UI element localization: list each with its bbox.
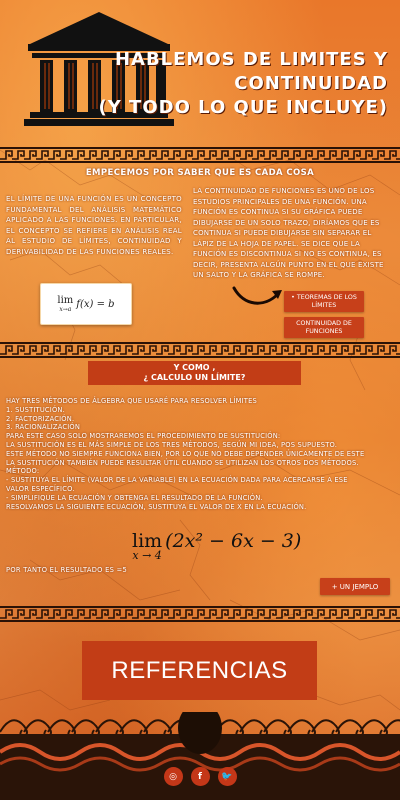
method-line: ESTE MÉTODO NO SIEMPRE FUNCIONA BIEN, POR LO QUE NO DEBE DEPENDER ÚNICAMENTE DE ESTE xyxy=(6,449,365,458)
section-subtitle: EMPECEMOS POR SABER QUE ES CADA COSA xyxy=(85,168,315,178)
method-line: 2. FACTORIZACIÓN. xyxy=(6,414,75,423)
method-line: 1. SUSTITUCIÓN. xyxy=(6,405,65,414)
limit-expression: (2x² − 6x − 3) xyxy=(165,530,302,552)
lim-subscript: x→a xyxy=(59,306,72,313)
header xyxy=(0,0,400,140)
methods-text xyxy=(6,397,394,511)
greek-key-divider-3 xyxy=(0,606,400,622)
example-limit-formula xyxy=(132,530,301,562)
title-line-1: HABLEMOS DE LIMITES Y xyxy=(114,49,388,70)
lim-subscript: x → 4 xyxy=(132,549,162,562)
title-line-2: CONTINUIDAD xyxy=(234,73,388,94)
method-line: HAY TRES MÉTODOS DE ÁLGEBRA QUE USARÉ PARA RESOLVER LÍMITES xyxy=(6,397,257,405)
limit-operator xyxy=(57,295,73,313)
method-line: RESOLVAMOS LA SIGUIENTE ECUACIÓN, SUSTITUYA EL VALOR DE X EN LA ECUACIÓN. xyxy=(6,502,307,511)
example-button[interactable]: + UN JEMPLO xyxy=(320,578,390,595)
continuity-definition-text: LA CONTINUIDAD DE FUNCIONES ES UNO DE LOS ESTUDIOS PRINCIPALES DE UNA FUNCIÓN. UNA FUNCIÓN ES CONTINUA SI SU GRÁFICA PUEDE DIBUJARSE DE UN SOLO TRAZO, DIRÍAMOS QUE ES CONTINUA SI PUEDE DIBUJARSE SIN SEPARAR EL LÁPIZ DE LA HOJA DE PAPEL. SE DICE QUE LA FUNCIÓN ES DISCONTINUA SI NO ES CONTINUA, ES DECIR, PRESENTA ALGÚN PUNTO EN EL QUE EXISTE UN SALTO Y LA GRÁFICA SE ROMPE. xyxy=(193,187,384,279)
teoremas-limites-button[interactable]: • TEOREMAS DE LOS LÍMITES xyxy=(284,291,364,312)
wave-footer xyxy=(0,712,400,800)
method-line: - SIMPLIFIQUE LA ECUACIÓN Y OBTENGA EL RESULTADO DE LA FUNCIÓN. xyxy=(6,493,263,502)
instagram-icon[interactable]: ◎ xyxy=(164,767,183,786)
facebook-icon[interactable]: f xyxy=(191,767,210,786)
references-button[interactable]: REFERENCIAS xyxy=(82,641,317,700)
method-line: VALOR ESPECÍFICO. xyxy=(6,484,75,493)
page-title xyxy=(88,48,388,120)
method-line: - SUSTITUYA EL LÍMITE (VALOR DE LA VARIABLE) EN LA ECUACIÓN DADA PARA ACERCARSE A ESE xyxy=(6,476,348,485)
greek-key-divider xyxy=(0,147,400,163)
question-banner xyxy=(88,361,301,385)
limit-definition-text: EL LÍMITE DE UNA FUNCIÓN ES UN CONCEPTO FUNDAMENTAL DEL ANÁLISIS MATEMÁTICO APLICADO A LAS FUNCIONES. EN PARTICULAR, EL CONCEPTO SE REFIERE EN ANÁLISIS REAL AL ESTUDIO DE LÍMITES, CONTINUIDAD Y DERIVABILIDAD DE LAS FUNCIONES REALES. xyxy=(6,195,182,256)
social-links xyxy=(0,767,400,786)
method-line: 3. RACIONALIZACIÓN xyxy=(6,423,81,432)
method-line: LA SUSTITUCIÓN TAMBIÉN PUEDE RESULTAR ÚTIL CUANDO SE UTILIZAN LOS OTROS DOS MÉTODOS. xyxy=(6,458,359,467)
question-line-2: ¿ CALCULO UN LÍMITE? xyxy=(143,373,246,382)
greek-key-divider-2 xyxy=(0,342,400,358)
arrow-icon xyxy=(230,282,284,308)
method-line: PARA ESTE CASO SOLO MOSTRAREMOS EL PROCEDIMIENTO DE SUSTITUCIÓN: xyxy=(6,432,281,441)
title-line-3: (Y TODO LO QUE INCLUYE) xyxy=(98,97,388,118)
continuidad-funciones-button[interactable]: CONTINUIDAD DE FUNCIONES xyxy=(284,317,364,338)
method-line: MÉTODO: xyxy=(6,467,40,476)
twitter-icon[interactable]: 🐦 xyxy=(218,767,237,786)
lim-label: lim xyxy=(57,295,74,306)
result-text: POR TANTO EL RESULTADO ES =5 xyxy=(6,566,128,574)
question-line-1: Y COMO , xyxy=(173,363,216,372)
limit-formula-image xyxy=(40,283,132,325)
limit-operator xyxy=(132,530,162,562)
lim-label: lim xyxy=(132,530,163,552)
method-line: LA SUSTITUCIÓN ES EL MÁS SIMPLE DE LOS TRES MÉTODOS, SEGÚN MI IDEA, POS SUPUESTO. xyxy=(6,440,338,449)
limit-expression: f(x) = b xyxy=(76,298,115,310)
